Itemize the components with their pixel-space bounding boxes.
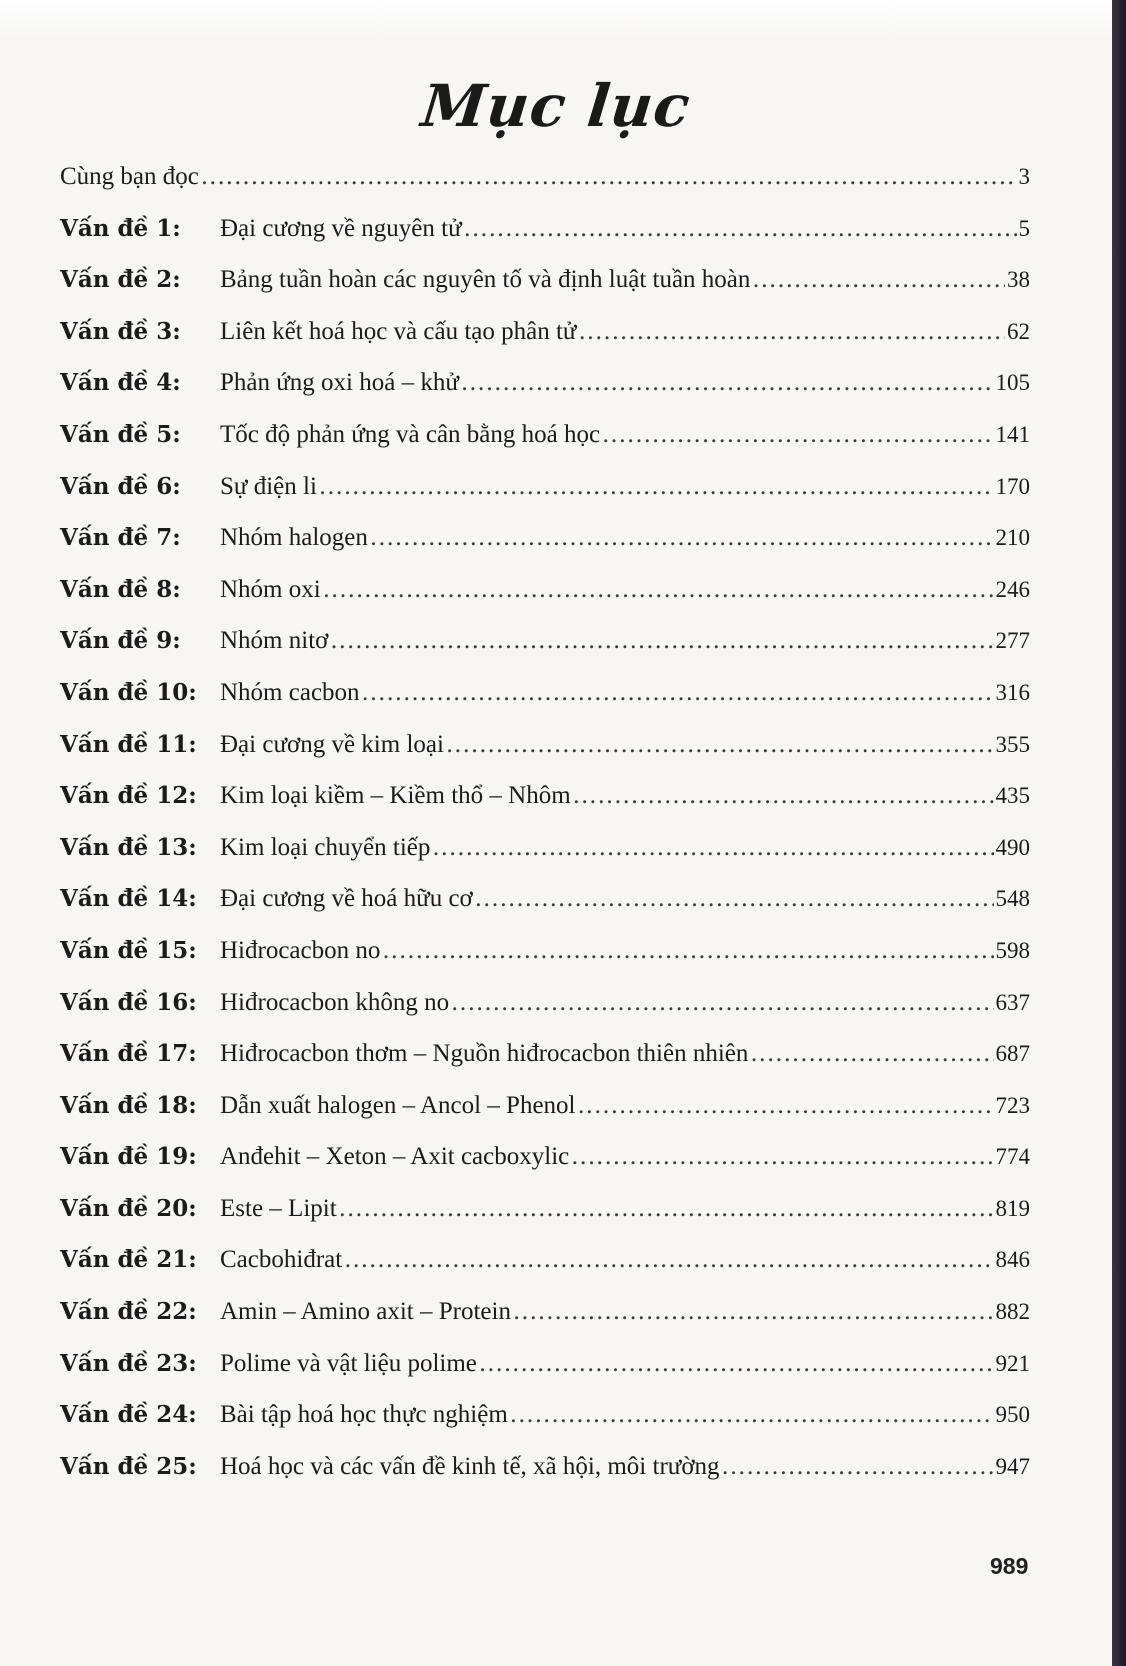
toc-leader-dots xyxy=(446,730,994,760)
toc-entry-row[interactable] xyxy=(60,347,1030,399)
toc-leader-dots xyxy=(451,988,993,1018)
page-title: Mục lục xyxy=(418,72,694,140)
toc-row-title: Hiđrocacbon không no xyxy=(220,988,450,1016)
toc-entry-row[interactable] xyxy=(60,553,1030,605)
toc-row-label: Vấn đề 16: xyxy=(60,988,197,1016)
toc-row-label: Vấn đề 5: xyxy=(60,420,181,448)
toc-leader-dots xyxy=(370,523,994,553)
toc-entry-row[interactable] xyxy=(60,1379,1030,1431)
toc-row-title: Hiđrocacbon no xyxy=(220,936,381,964)
toc-row-label: Vấn đề 25: xyxy=(60,1452,197,1480)
toc-row-page: 316 xyxy=(995,679,1030,705)
toc-leader-dots xyxy=(722,1452,994,1482)
toc-row-page: 723 xyxy=(995,1092,1030,1118)
toc-row-label: Vấn đề 14: xyxy=(60,885,197,913)
toc-entry-row[interactable] xyxy=(60,811,1030,863)
toc-row-title: Hoá học và các vấn đề kinh tế, xã hội, môi trường xyxy=(220,1452,720,1480)
toc-leader-dots xyxy=(330,626,993,656)
toc-row-page: 637 xyxy=(995,989,1030,1015)
toc-row-title: Anđehit – Xeton – Axit cacboxylic xyxy=(220,1143,570,1171)
toc-entry-row[interactable] xyxy=(60,1172,1030,1224)
toc-row-title: Cacbohiđrat xyxy=(220,1246,343,1274)
toc-leader-dots xyxy=(479,1349,994,1379)
toc-row-title: Bài tập hoá học thực nghiệm xyxy=(220,1401,508,1429)
toc-row-title: Liên kết hoá học và cấu tạo phân tử xyxy=(220,317,577,345)
toc-row-title: Nhóm cacbon xyxy=(220,678,360,706)
toc-leader-dots xyxy=(362,678,994,708)
toc-row-label: Vấn đề 19: xyxy=(60,1143,197,1171)
toc-row-page: 490 xyxy=(995,834,1030,860)
table-of-contents xyxy=(60,152,1030,1482)
toc-leader-dots xyxy=(344,1245,993,1275)
toc-row-label: Vấn đề 9: xyxy=(60,627,181,655)
toc-row-label: Vấn đề 13: xyxy=(60,833,197,861)
toc-leader-dots xyxy=(323,575,994,605)
toc-entry-row[interactable] xyxy=(60,1018,1030,1070)
toc-row-page: 687 xyxy=(995,1041,1030,1067)
toc-row-title: Tốc độ phản ứng và cân bằng hoá học xyxy=(220,420,601,448)
toc-leader-dots xyxy=(571,1142,993,1172)
toc-entry-row[interactable] xyxy=(60,656,1030,708)
toc-row-title: Nhóm oxi xyxy=(220,575,321,603)
toc-entry-row[interactable] xyxy=(60,450,1030,502)
background-edge xyxy=(1112,0,1126,1666)
toc-row-label: Vấn đề 24: xyxy=(60,1401,197,1429)
toc-row-page: 105 xyxy=(995,370,1030,396)
toc-row-label: Vấn đề 17: xyxy=(60,1040,197,1068)
toc-row-label: Vấn đề 7: xyxy=(60,524,181,552)
toc-leader-dots xyxy=(510,1400,994,1430)
toc-row-title: Polime và vật liệu polime xyxy=(220,1349,477,1377)
toc-row-label: Vấn đề 6: xyxy=(60,472,181,500)
toc-row-label: Vấn đề 2: xyxy=(60,266,181,294)
toc-row-label: Vấn đề 22: xyxy=(60,1298,197,1326)
toc-row-label: Vấn đề 4: xyxy=(60,369,181,397)
toc-row-title: Đại cương về hoá hữu cơ xyxy=(220,885,473,913)
toc-row-page: 846 xyxy=(995,1247,1030,1273)
toc-entry-row[interactable] xyxy=(60,605,1030,657)
toc-row-label: Vấn đề 12: xyxy=(60,782,197,810)
toc-entry-row[interactable] xyxy=(60,398,1030,450)
toc-row-label: Vấn đề 10: xyxy=(60,678,197,706)
toc-entry-row[interactable] xyxy=(60,966,1030,1018)
toc-row-title: Dẫn xuất halogen – Ancol – Phenol xyxy=(220,1091,576,1119)
toc-entry-row[interactable] xyxy=(60,192,1030,244)
toc-row-title: Nhóm halogen xyxy=(220,524,368,552)
toc-row-page: 548 xyxy=(995,886,1030,912)
toc-row-page: 950 xyxy=(995,1402,1030,1428)
toc-row-page: 170 xyxy=(995,473,1030,499)
toc-row-title: Cùng bạn đọc xyxy=(60,163,199,190)
toc-row-title: Kim loại kiềm – Kiềm thổ – Nhôm xyxy=(220,782,571,810)
toc-leader-dots xyxy=(319,472,994,502)
toc-leader-dots xyxy=(461,368,994,398)
toc-row-page: 38 xyxy=(1007,267,1030,293)
toc-row-title: Kim loại chuyển tiếp xyxy=(220,833,431,861)
toc-leader-dots xyxy=(750,1039,993,1069)
toc-row-page: 62 xyxy=(1007,318,1030,344)
toc-row-title: Este – Lipit xyxy=(220,1194,337,1222)
toc-row-title: Phản ứng oxi hoá – khử xyxy=(220,369,459,397)
toc-leader-dots xyxy=(432,833,993,863)
toc-entry-row[interactable] xyxy=(60,708,1030,760)
toc-intro-row[interactable] xyxy=(60,152,1030,192)
page-top-highlight xyxy=(0,0,1126,40)
toc-row-title: Nhóm nitơ xyxy=(220,627,329,655)
toc-row-title: Đại cương về kim loại xyxy=(220,730,444,758)
toc-leader-dots xyxy=(578,317,1005,347)
toc-leader-dots xyxy=(602,420,993,450)
toc-row-title: Hiđrocacbon thơm – Nguồn hiđrocacbon thiên nhiên xyxy=(220,1040,749,1068)
toc-row-page: 5 xyxy=(1018,215,1030,241)
toc-row-label: Vấn đề 11: xyxy=(60,730,197,758)
toc-row-title: Bảng tuần hoàn các nguyên tố và định luật tuần hoàn xyxy=(220,266,751,294)
toc-row-title: Sự điện li xyxy=(220,472,317,500)
toc-row-title: Đại cương về nguyên tử xyxy=(220,214,462,242)
toc-row-page: 210 xyxy=(995,525,1030,551)
toc-leader-dots xyxy=(339,1194,994,1224)
toc-row-label: Vấn đề 21: xyxy=(60,1246,197,1274)
toc-leader-dots xyxy=(752,265,1005,295)
toc-row-label: Vấn đề 20: xyxy=(60,1194,197,1222)
toc-entry-row[interactable] xyxy=(60,914,1030,966)
toc-row-page: 277 xyxy=(995,628,1030,654)
toc-row-label: Vấn đề 15: xyxy=(60,936,197,964)
toc-entry-row[interactable] xyxy=(60,502,1030,554)
toc-entry-row[interactable] xyxy=(60,1430,1030,1482)
toc-row-page: 921 xyxy=(995,1350,1030,1376)
toc-row-page: 774 xyxy=(995,1144,1030,1170)
toc-leader-dots xyxy=(475,884,994,914)
toc-row-page: 141 xyxy=(995,421,1030,447)
toc-row-label: Vấn đề 3: xyxy=(60,317,181,345)
toc-row-page: 882 xyxy=(995,1299,1030,1325)
toc-leader-dots xyxy=(513,1297,994,1327)
toc-row-label: Vấn đề 23: xyxy=(60,1349,197,1377)
toc-row-label: Vấn đề 8: xyxy=(60,575,181,603)
toc-row-page: 246 xyxy=(995,576,1030,602)
toc-entry-row[interactable] xyxy=(60,1275,1030,1327)
toc-row-title: Amin – Amino axit – Protein xyxy=(220,1298,511,1326)
toc-leader-dots xyxy=(382,936,993,966)
toc-row-page: 3 xyxy=(1018,164,1030,189)
page-number: 989 xyxy=(990,1553,1029,1579)
toc-leader-dots xyxy=(578,1091,994,1121)
toc-entry-row[interactable] xyxy=(60,863,1030,915)
toc-row-label: Vấn đề 18: xyxy=(60,1091,197,1119)
toc-entry-row[interactable] xyxy=(60,760,1030,812)
toc-row-label: Vấn đề 1: xyxy=(60,214,181,242)
toc-entry-row[interactable] xyxy=(60,1224,1030,1276)
toc-entry-row[interactable] xyxy=(60,1069,1030,1121)
toc-entry-row[interactable] xyxy=(60,244,1030,296)
toc-leader-dots xyxy=(201,162,1017,192)
toc-entry-row[interactable] xyxy=(60,295,1030,347)
toc-entry-row[interactable] xyxy=(60,1121,1030,1173)
toc-row-page: 435 xyxy=(995,783,1030,809)
toc-row-page: 355 xyxy=(995,731,1030,757)
toc-row-page: 598 xyxy=(995,937,1030,963)
toc-leader-dots xyxy=(464,214,1017,244)
toc-entry-row[interactable] xyxy=(60,1327,1030,1379)
toc-row-page: 947 xyxy=(995,1453,1030,1479)
toc-leader-dots xyxy=(573,781,994,811)
toc-row-page: 819 xyxy=(995,1195,1030,1221)
